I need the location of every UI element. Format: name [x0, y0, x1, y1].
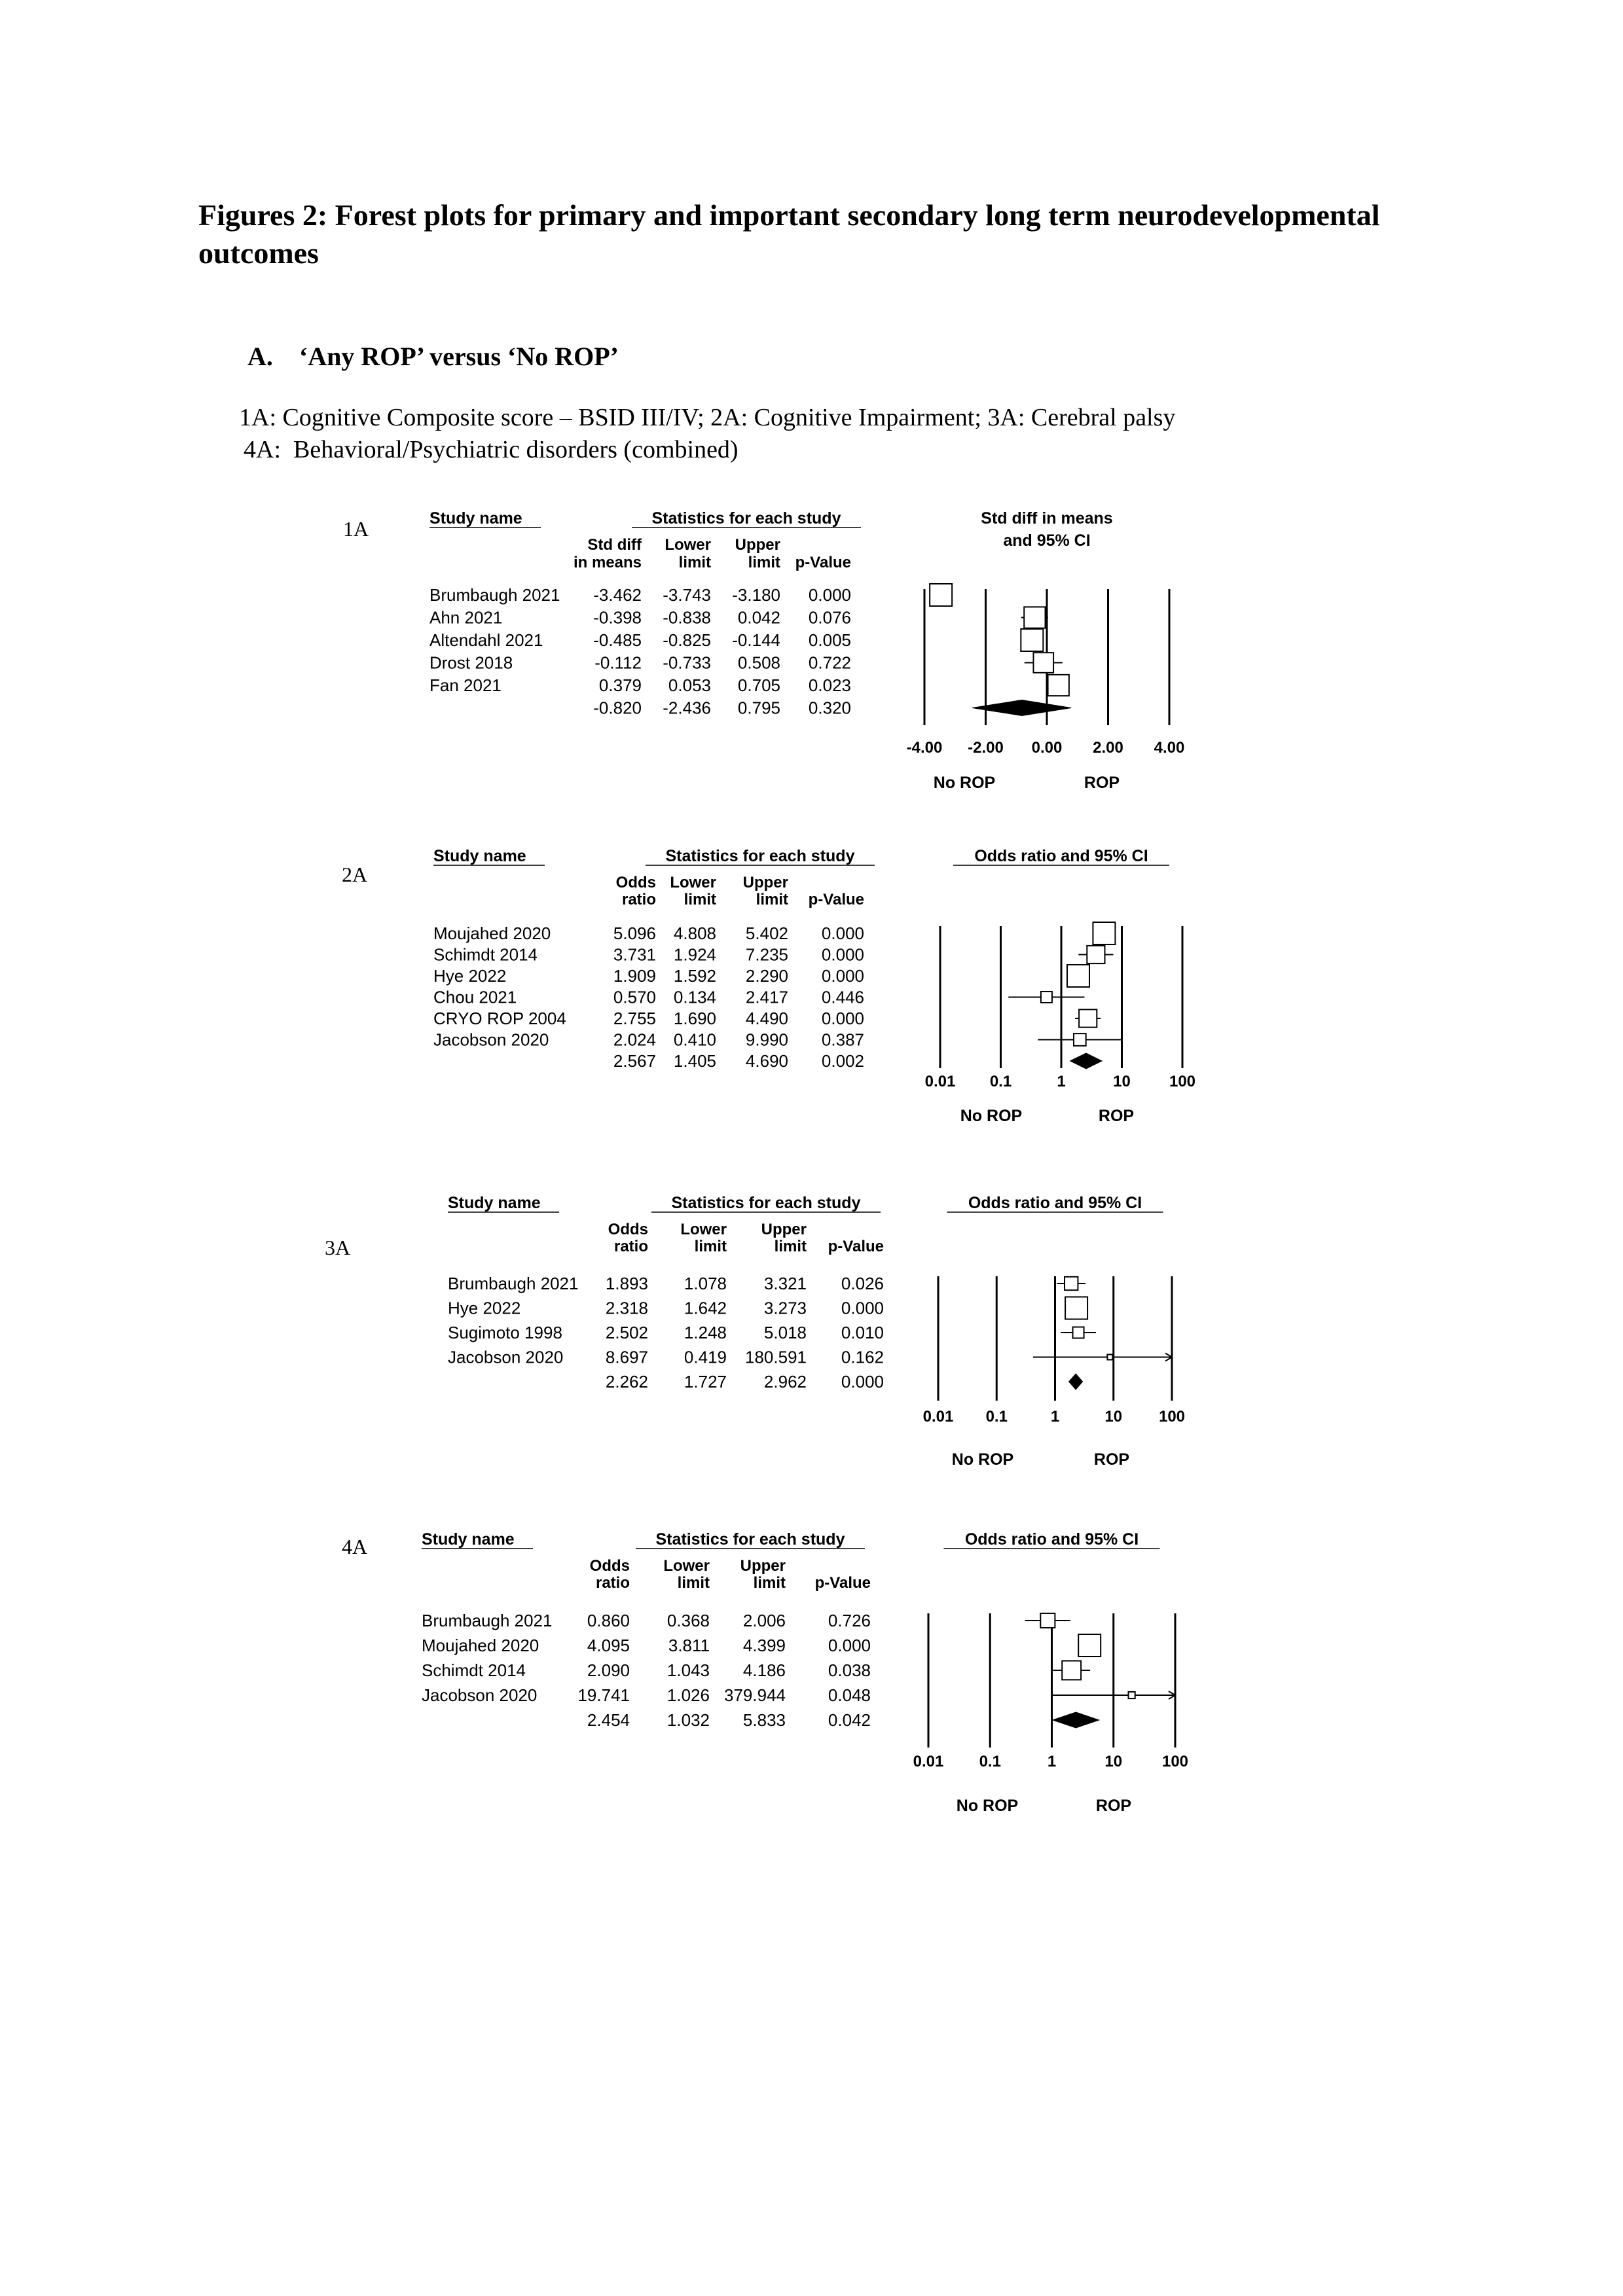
effect-value: 2.024 [613, 1030, 656, 1050]
plot-label-1a: 1A [343, 517, 369, 541]
lower-limit-value: 4.808 [673, 924, 716, 943]
lower-header-line2: limit [694, 1238, 727, 1255]
plot-header-line2: and 95% CI [1003, 531, 1091, 550]
upper-limit-value: 9.990 [745, 1030, 788, 1050]
lower-header-line1: Lower [670, 874, 716, 891]
lower-header-line2: limit [678, 554, 711, 571]
p-value-header: p-Value [808, 891, 864, 908]
upper-limit-value: 5.018 [763, 1323, 807, 1342]
p-value: 0.000 [828, 1636, 871, 1655]
p-value-header: p-Value [814, 1574, 871, 1592]
effect-header-line1: Std diff [587, 536, 642, 554]
caption-line-1: 1A: Cognitive Composite score – BSID III/IV; 2A: Cognitive Impairment; 3A: Cerebral palsy [239, 404, 1176, 431]
forest-plot-3a [406, 1185, 1205, 1486]
summary-diamond [1069, 1374, 1083, 1390]
effect-header-line2: ratio [621, 891, 656, 908]
study-name: Chou 2021 [433, 987, 517, 1007]
lower-header-line2: limit [677, 1574, 710, 1592]
effect-value: 2.090 [587, 1660, 630, 1680]
summary-diamond [972, 700, 1071, 716]
upper-header-line2: limit [774, 1238, 807, 1255]
summary-upper-value: 2.962 [763, 1372, 807, 1391]
effect-value: 1.893 [605, 1274, 648, 1293]
study-name: Jacobson 2020 [422, 1685, 538, 1705]
effect-header-line1: Odds [608, 1221, 648, 1238]
favours-right-label: ROP [1098, 1107, 1135, 1125]
study-name: Hye 2022 [448, 1298, 521, 1318]
lower-limit-value: -0.838 [663, 607, 711, 628]
study-name: Ahn 2021 [429, 607, 503, 628]
p-value: 0.023 [808, 675, 851, 695]
summary-lower-value: -2.436 [663, 698, 711, 718]
study-effect-box [1067, 965, 1089, 987]
upper-limit-value: 0.042 [737, 607, 780, 628]
lower-limit-value: -0.733 [663, 653, 711, 673]
effect-value: 8.697 [605, 1347, 648, 1367]
lower-limit-value: 1.078 [684, 1274, 727, 1293]
summary-p-value: 0.002 [821, 1051, 864, 1071]
x-tick-label: 100 [1158, 1408, 1186, 1426]
p-value: 0.446 [821, 987, 864, 1007]
effect-value: 19.741 [577, 1685, 630, 1705]
summary-p-value: 0.000 [841, 1372, 884, 1391]
upper-limit-value: -3.180 [732, 585, 780, 605]
study-name: Brumbaugh 2021 [429, 585, 560, 605]
upper-limit-value: 0.705 [737, 675, 780, 695]
study-name: Fan 2021 [429, 675, 501, 695]
effect-value: 2.755 [613, 1009, 656, 1028]
effect-value: -0.398 [593, 607, 642, 628]
study-name-header: Study name [422, 1530, 515, 1549]
effect-value: 3.731 [613, 944, 656, 965]
favours-right-label: ROP [1095, 1797, 1132, 1815]
figure-title: Figures 2: Forest plots for primary and important secondary long term neurodevelopmental outcomes [198, 198, 1380, 270]
summary-effect-value: 2.262 [605, 1372, 648, 1391]
p-value: 0.000 [841, 1298, 884, 1318]
x-tick-label: 10 [1113, 1073, 1131, 1090]
study-effect-box [1024, 607, 1045, 628]
study-effect-box [1093, 922, 1115, 944]
effect-value: 1.909 [613, 966, 656, 986]
p-value: 0.026 [841, 1274, 884, 1293]
upper-limit-value: 180.591 [745, 1347, 807, 1367]
summary-lower-value: 1.405 [673, 1051, 716, 1071]
stats-header: Statistics for each study [651, 509, 841, 528]
study-name-header: Study name [433, 847, 526, 865]
x-tick-label: 10 [1104, 1408, 1123, 1426]
effect-header-line1: Odds [589, 1557, 630, 1575]
effect-header-line2: ratio [595, 1574, 630, 1592]
upper-limit-value: 2.290 [745, 966, 788, 986]
summary-upper-value: 4.690 [745, 1051, 788, 1071]
upper-limit-value: 5.402 [745, 924, 788, 943]
plot-header-line1: Std diff in means [981, 509, 1113, 528]
upper-header-line1: Upper [761, 1221, 807, 1238]
upper-limit-value: 4.399 [742, 1636, 786, 1655]
effect-header-line1: Odds [615, 874, 656, 891]
plot-label-3a: 3A [325, 1236, 351, 1259]
x-tick-label: 0.00 [1031, 739, 1063, 757]
effect-value: -0.112 [594, 653, 642, 673]
x-tick-label: 4.00 [1154, 739, 1185, 757]
x-tick-label: 0.01 [913, 1753, 944, 1770]
effect-value: -0.485 [593, 630, 642, 650]
plot-header: Odds ratio and 95% CI [968, 1194, 1142, 1212]
lower-limit-value: 1.026 [666, 1685, 710, 1705]
study-effect-box [1033, 653, 1053, 673]
study-name: Moujahed 2020 [433, 924, 551, 943]
lower-limit-value: 1.690 [673, 1009, 716, 1028]
effect-value: 5.096 [613, 924, 656, 943]
study-name: Altendahl 2021 [429, 630, 543, 650]
p-value: 0.000 [821, 966, 864, 986]
study-effect-box [1041, 992, 1052, 1003]
summary-lower-value: 1.032 [666, 1710, 710, 1730]
upper-limit-value: 2.006 [742, 1611, 786, 1630]
upper-header-line1: Upper [740, 1557, 786, 1575]
summary-diamond [1053, 1712, 1099, 1728]
plot-header: Odds ratio and 95% CI [964, 1530, 1139, 1549]
summary-lower-value: 1.727 [684, 1372, 727, 1391]
p-value: 0.000 [821, 1009, 864, 1028]
effect-value: 2.502 [605, 1323, 648, 1342]
x-tick-label: 0.01 [924, 1073, 956, 1090]
lower-limit-value: 1.642 [684, 1298, 727, 1318]
study-effect-box [1062, 1661, 1081, 1680]
p-value: 0.038 [828, 1660, 871, 1680]
x-tick-label: 0.1 [989, 1073, 1012, 1090]
p-value: 0.076 [808, 607, 851, 628]
lower-limit-value: 3.811 [668, 1636, 710, 1655]
effect-value: 0.570 [613, 987, 656, 1007]
forest-plot-4a [406, 1518, 1205, 1820]
caption-line-2: 4A: Behavioral/Psychiatric disorders (combined) [244, 436, 739, 463]
upper-limit-value: 2.417 [745, 987, 788, 1007]
favours-right-label: ROP [1093, 1450, 1130, 1469]
lower-limit-value: 0.410 [673, 1030, 716, 1050]
study-name: Hye 2022 [433, 966, 507, 986]
study-name: Brumbaugh 2021 [422, 1611, 553, 1630]
x-tick-label: 10 [1104, 1753, 1123, 1770]
study-name: Schimdt 2014 [433, 944, 538, 965]
p-value-header: p-Value [795, 554, 851, 571]
study-name: CRYO ROP 2004 [433, 1009, 566, 1028]
upper-limit-value: 379.944 [724, 1685, 786, 1705]
summary-p-value: 0.320 [808, 698, 851, 718]
upper-header-line2: limit [756, 891, 788, 908]
study-name-header: Study name [429, 509, 522, 528]
summary-effect-value: 2.567 [613, 1051, 656, 1071]
p-value: 0.722 [808, 653, 851, 673]
study-effect-box [1074, 1033, 1086, 1046]
favours-left-label: No ROP [960, 1107, 1023, 1125]
upper-limit-value: 0.508 [737, 653, 780, 673]
study-name-header: Study name [448, 1194, 541, 1212]
study-effect-box [1078, 1634, 1101, 1657]
p-value: 0.000 [821, 944, 864, 965]
stats-header: Statistics for each study [671, 1194, 861, 1212]
study-effect-box [1079, 1009, 1097, 1027]
upper-header-line2: limit [748, 554, 780, 571]
study-name: Schimdt 2014 [422, 1660, 526, 1680]
lower-limit-value: 0.419 [684, 1347, 727, 1367]
plot-label-2a: 2A [342, 863, 368, 886]
summary-p-value: 0.042 [828, 1710, 871, 1730]
upper-limit-value: 4.490 [745, 1009, 788, 1028]
study-name: Moujahed 2020 [422, 1636, 539, 1655]
lower-limit-value: -0.825 [663, 630, 711, 650]
effect-value: 0.379 [598, 675, 642, 695]
study-effect-box [1107, 1355, 1112, 1360]
lower-header-line1: Lower [665, 536, 711, 554]
stats-header: Statistics for each study [655, 1530, 845, 1549]
effect-value: -3.462 [593, 585, 642, 605]
study-effect-box [1128, 1692, 1135, 1698]
lower-limit-value: 0.053 [668, 675, 711, 695]
favours-left-label: No ROP [956, 1797, 1019, 1815]
p-value: 0.048 [828, 1685, 871, 1705]
x-tick-label: -4.00 [906, 739, 943, 757]
p-value-header: p-Value [828, 1238, 884, 1255]
summary-diamond [1070, 1053, 1102, 1069]
lower-limit-value: 1.924 [673, 944, 716, 965]
study-name: Brumbaugh 2021 [448, 1274, 579, 1293]
p-value: 0.005 [808, 630, 851, 650]
summary-upper-value: 0.795 [737, 698, 780, 718]
study-name: Drost 2018 [429, 653, 513, 673]
study-effect-box [1087, 946, 1104, 963]
upper-header-line1: Upper [742, 874, 788, 891]
lower-header-line2: limit [684, 891, 716, 908]
p-value: 0.010 [841, 1323, 884, 1342]
effect-header-line2: in means [573, 554, 642, 571]
upper-header-line1: Upper [735, 536, 780, 554]
effect-value: 2.318 [605, 1298, 648, 1318]
study-name: Sugimoto 1998 [448, 1323, 562, 1342]
effect-header-line2: ratio [613, 1238, 648, 1255]
upper-limit-value: 7.235 [745, 944, 788, 965]
x-tick-label: 100 [1169, 1073, 1196, 1090]
upper-limit-value: 3.321 [763, 1274, 807, 1293]
p-value: 0.162 [841, 1347, 884, 1367]
x-tick-label: -2.00 [968, 739, 1004, 757]
study-effect-box [1048, 675, 1069, 696]
x-tick-label: 2.00 [1093, 739, 1123, 757]
effect-value: 4.095 [587, 1636, 630, 1655]
upper-limit-value: -0.144 [732, 630, 780, 650]
lower-limit-value: 1.043 [666, 1660, 710, 1680]
x-tick-label: 0.1 [979, 1753, 1001, 1770]
summary-effect-value: -0.820 [593, 698, 642, 718]
forest-plot-2a [406, 838, 1205, 1139]
favours-left-label: No ROP [933, 774, 996, 792]
p-value: 0.000 [821, 924, 864, 943]
lower-limit-value: 0.368 [666, 1611, 710, 1630]
upper-limit-value: 3.273 [763, 1298, 807, 1318]
p-value: 0.000 [808, 585, 851, 605]
study-effect-box [1021, 629, 1043, 651]
p-value: 0.726 [828, 1611, 871, 1630]
lower-limit-value: 1.592 [673, 966, 716, 986]
lower-header-line1: Lower [680, 1221, 727, 1238]
lower-limit-value: 1.248 [684, 1323, 727, 1342]
forest-plot-1a [406, 504, 1192, 812]
summary-effect-value: 2.454 [587, 1710, 630, 1730]
effect-value: 0.860 [587, 1611, 630, 1630]
plot-header: Odds ratio and 95% CI [974, 847, 1148, 865]
x-tick-label: 1 [1057, 1073, 1066, 1090]
study-effect-box [930, 584, 952, 606]
study-effect-box [1073, 1327, 1084, 1338]
study-effect-box [1065, 1297, 1087, 1319]
study-name: Jacobson 2020 [448, 1347, 564, 1367]
study-effect-box [1065, 1277, 1078, 1290]
x-tick-label: 1 [1050, 1408, 1060, 1426]
p-value: 0.387 [821, 1030, 864, 1050]
stats-header: Statistics for each study [665, 847, 855, 865]
upper-header-line2: limit [753, 1574, 786, 1592]
plot-label-4a: 4A [342, 1535, 368, 1558]
section-heading: A. ‘Any ROP’ versus ‘No ROP’ [247, 342, 619, 371]
favours-right-label: ROP [1084, 774, 1120, 792]
favours-left-label: No ROP [951, 1450, 1014, 1469]
study-name: Jacobson 2020 [433, 1030, 549, 1050]
study-effect-box [1040, 1613, 1055, 1628]
lower-limit-value: 0.134 [673, 987, 716, 1007]
x-tick-label: 100 [1161, 1753, 1189, 1770]
x-tick-label: 0.1 [985, 1408, 1008, 1426]
lower-limit-value: -3.743 [663, 585, 711, 605]
x-tick-label: 0.01 [922, 1408, 954, 1426]
lower-header-line1: Lower [663, 1557, 710, 1575]
upper-limit-value: 4.186 [742, 1660, 786, 1680]
summary-upper-value: 5.833 [742, 1710, 786, 1730]
x-tick-label: 1 [1047, 1753, 1057, 1770]
